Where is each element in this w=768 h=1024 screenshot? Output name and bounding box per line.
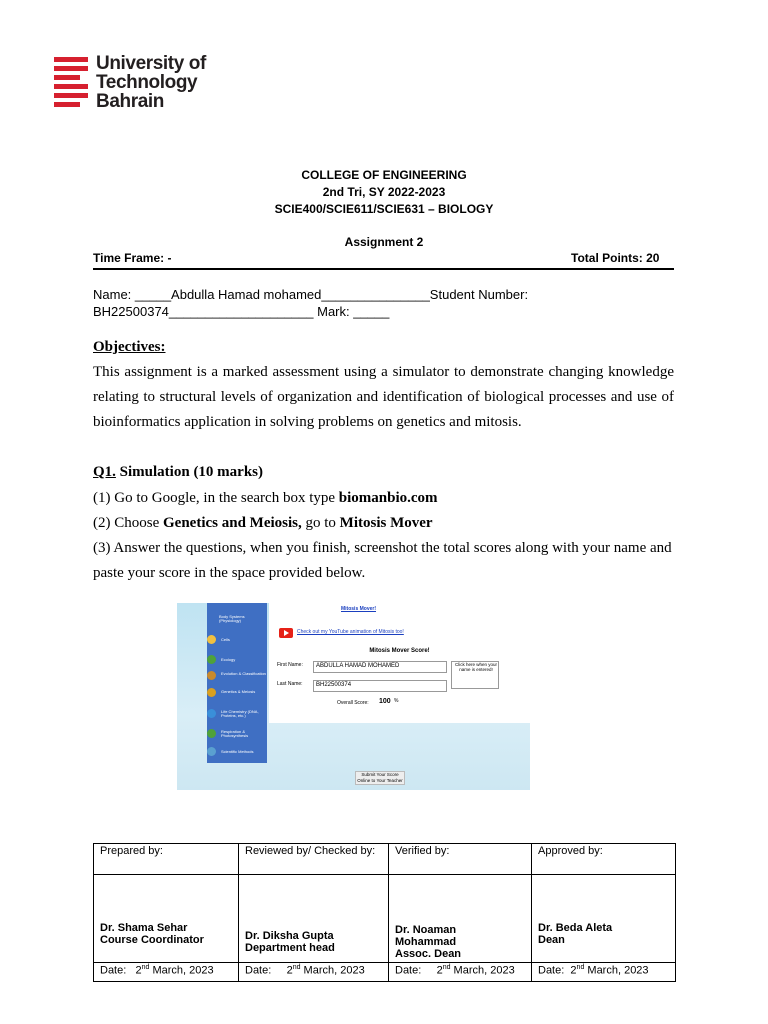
sidebar-item: Evolution & Classification — [221, 671, 266, 676]
methods-icon — [207, 747, 216, 756]
university-logo — [54, 54, 244, 110]
approver-role: Department head — [245, 942, 335, 954]
date-label: Date: — [538, 964, 565, 977]
date-cell — [389, 963, 532, 982]
total-points: Total Points: 20 — [571, 251, 660, 265]
last-name-label: Last Name: — [277, 681, 303, 687]
date-label: Date: — [245, 964, 272, 977]
approver-role: Dean — [538, 934, 565, 946]
chemistry-icon — [207, 709, 216, 718]
date-rest: March, 2023 — [450, 964, 515, 977]
q1-step-1-text: (1) Go to Google, in the search box type — [93, 490, 339, 506]
submit-score-button[interactable]: Submit Your Score Online to Your Teacher — [355, 771, 405, 785]
q1-step-1-site: biomanbio.com — [338, 490, 438, 506]
approval-header-cell: Reviewed by/ Checked by: — [239, 844, 389, 875]
approver-name-cont: Mohammad — [395, 936, 457, 948]
score-screenshot — [177, 603, 530, 790]
q1-step-3: (3) Answer the questions, when you finish, screenshot the total scores along with your name and paste your score in the space provided below. — [93, 540, 672, 581]
approval-header-row — [94, 844, 676, 875]
evolution-icon — [207, 671, 216, 680]
respiration-icon — [207, 729, 216, 738]
approval-names-row — [94, 875, 676, 963]
college-title: COLLEGE OF ENGINEERING — [301, 168, 467, 182]
sidebar-item: Scientific Methods — [221, 749, 254, 754]
q1-step-2-text: (2) Choose — [93, 515, 163, 531]
click-note-box[interactable]: Click here when your name is entered! — [451, 661, 499, 689]
screenshot-score-panel — [269, 603, 530, 723]
approver-name: Dr. Diksha Gupta — [245, 930, 334, 942]
youtube-link[interactable]: Check out my YouTube animation of Mitosis too! — [297, 629, 404, 635]
approval-header-cell: Verified by: — [389, 844, 532, 875]
sidebar-item: Body Systems (Physiology) — [219, 614, 245, 623]
header-rule — [93, 268, 674, 270]
q1-title: Simulation (10 marks) — [115, 464, 264, 480]
sidebar-item: Ecology — [221, 657, 236, 662]
assignment-title: Assignment 2 — [344, 235, 424, 249]
q1-step-1 — [93, 490, 438, 507]
approver-role: Course Coordinator — [100, 934, 204, 946]
student-number-line: BH22500374____________________ Mark: _____ — [93, 304, 390, 319]
student-name-line: Name: _____Abdulla Hamad mohamed_______________Student Number: — [93, 287, 529, 302]
date-suffix: nd — [292, 964, 301, 971]
date-cell — [532, 963, 676, 982]
approval-header-cell: Approved by: — [532, 844, 676, 875]
q1-heading — [93, 464, 263, 481]
date-label: Date: — [100, 964, 127, 977]
q1-step-2-topic: Genetics and Meiosis, — [163, 515, 302, 531]
date-cell — [239, 963, 389, 982]
approval-table — [93, 843, 676, 982]
approver-name: Dr. Beda Aleta — [538, 922, 613, 934]
approver-cell — [239, 875, 389, 963]
q1-step-2-mid: go to — [301, 515, 340, 531]
approver-cell — [94, 875, 239, 963]
sidebar-item: Cells — [221, 637, 230, 642]
date-day: 2 — [436, 964, 443, 977]
screenshot-sidebar — [207, 603, 267, 763]
first-name-label: First Name: — [277, 662, 303, 668]
date-label: Date: — [395, 964, 422, 977]
logo-wordmark: University of Technology Bahrain — [96, 53, 206, 112]
last-name-field[interactable]: BH22500374 — [313, 680, 447, 692]
genetics-icon — [207, 688, 216, 697]
sidebar-item: Respiration & Photosynthesis — [221, 729, 249, 738]
date-suffix: nd — [442, 964, 451, 971]
approval-header-cell: Prepared by: — [94, 844, 239, 875]
term-title: 2nd Tri, SY 2022-2023 — [322, 185, 446, 199]
approver-role: Assoc. Dean — [395, 948, 462, 960]
sidebar-item: Life Chemistry (DNA, Proteins, etc.) — [221, 709, 259, 718]
date-day: 2 — [570, 964, 577, 977]
overall-score-value: 100 — [379, 698, 391, 705]
date-day: 2 — [286, 964, 293, 977]
date-suffix: nd — [576, 964, 585, 971]
page-title-link[interactable]: Mitosis Mover! — [341, 606, 377, 612]
approval-date-row — [94, 963, 676, 982]
overall-score-label: Overall Score: — [337, 700, 369, 706]
ecology-icon — [207, 655, 216, 664]
sidebar-item: Genetics & Meiosis — [221, 689, 256, 694]
percent-sign: % — [394, 698, 399, 704]
logo-mark-icon — [54, 57, 88, 107]
objectives-text: This assignment is a marked assessment using a simulator to demonstrate changing knowledge relating to structural levels of organization and identification of biological processes and use of bioinformatics application in solving problems on genetics and mitosis. — [93, 364, 674, 430]
date-suffix: nd — [141, 964, 150, 971]
date-rest: March, 2023 — [149, 964, 214, 977]
approver-name: Dr. Shama Sehar — [100, 922, 188, 934]
date-rest: March, 2023 — [584, 964, 649, 977]
cells-icon — [207, 635, 216, 644]
approver-name: Dr. Noaman — [395, 924, 457, 936]
date-cell — [94, 963, 239, 982]
course-title: SCIE400/SCIE611/SCIE631 – BIOLOGY — [274, 202, 494, 216]
q1-label: Q1. — [93, 464, 116, 480]
time-frame: Time Frame: - — [93, 251, 172, 265]
youtube-icon[interactable] — [279, 628, 293, 638]
date-day: 2 — [135, 964, 142, 977]
score-title: Mitosis Mover Score! — [369, 648, 430, 654]
q1-step-2-activity: Mitosis Mover — [339, 515, 433, 531]
approver-cell — [389, 875, 532, 963]
first-name-field[interactable]: ABDULLA HAMAD MOHAMED — [313, 661, 447, 673]
approver-cell — [532, 875, 676, 963]
q1-step-2 — [93, 515, 433, 532]
objectives-heading: Objectives: — [93, 339, 166, 355]
date-rest: March, 2023 — [300, 964, 365, 977]
